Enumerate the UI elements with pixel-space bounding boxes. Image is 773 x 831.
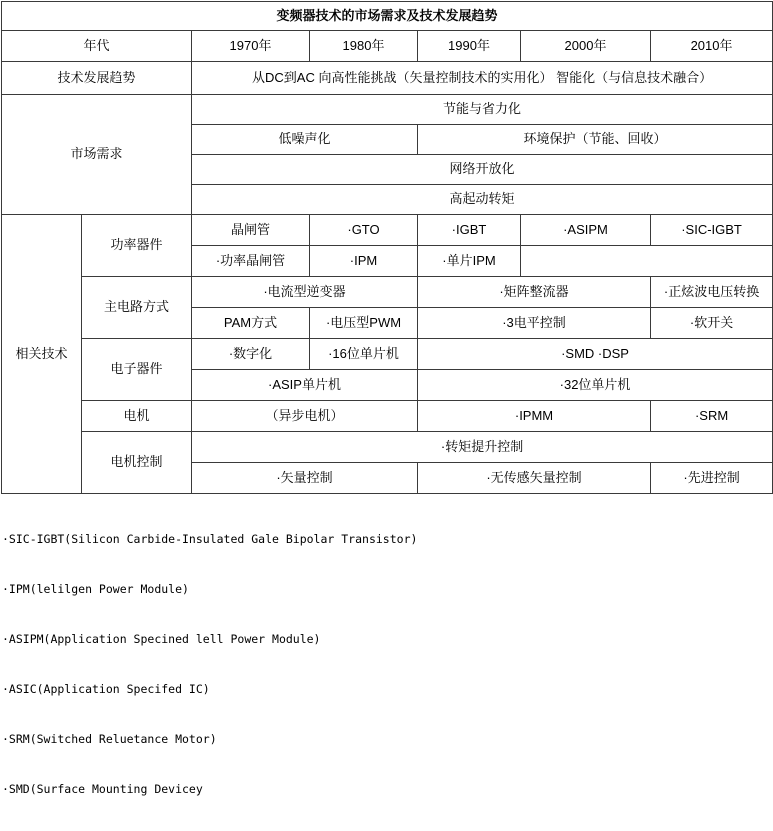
tech-item: ·功率晶闸管 xyxy=(192,246,310,277)
trend-row xyxy=(2,62,773,95)
footnote: ·SRM(Switched Reluetance Motor) xyxy=(2,732,217,747)
tech-item: ·32位单片机 xyxy=(418,370,773,401)
demand-cell: 节能与省力化 xyxy=(192,95,773,125)
header-row-label: 年代 xyxy=(2,31,192,62)
demand-cell: 网络开放化 xyxy=(192,155,773,185)
demand-cell: 高起动转矩 xyxy=(192,185,773,215)
tech-item: 晶闸管 xyxy=(192,215,310,246)
tech-group-label-motor: 电机 xyxy=(82,401,192,432)
tech-item: ·矩阵整流器 xyxy=(418,277,651,308)
tech-item: ·软开关 xyxy=(651,308,773,339)
trend-text: 从DC到AC 向高性能挑战（矢量控制技术的实用化） 智能化（与信息技术融合） xyxy=(192,62,773,95)
tech-item: ·16位单片机 xyxy=(310,339,418,370)
tech-group-label-power-device: 功率器件 xyxy=(82,215,192,277)
demand-row-1 xyxy=(2,95,773,125)
tech-item: （异步电机） xyxy=(192,401,418,432)
tech-item: ·IPMM xyxy=(418,401,651,432)
tech-item: ·GTO xyxy=(310,215,418,246)
tech-group-label-main-circuit: 主电路方式 xyxy=(82,277,192,339)
decade-1970: 1970年 xyxy=(192,31,310,62)
title-row xyxy=(2,2,773,31)
tech-item: PAM方式 xyxy=(192,308,310,339)
footnote: ·SMD(Surface Mounting Devicey xyxy=(2,782,203,797)
tech-item: ·单片IPM xyxy=(418,246,521,277)
tech-item: ·电压型PWM xyxy=(310,308,418,339)
tech-row xyxy=(2,215,773,246)
footnote: ·IPM(lelilgen Power Module) xyxy=(2,582,189,597)
header-row xyxy=(2,31,773,62)
footnote: ·ASIC(Application Specifed IC) xyxy=(2,682,210,697)
tech-item: ·IPM xyxy=(310,246,418,277)
trend-table xyxy=(1,1,773,494)
tech-row xyxy=(2,432,773,463)
tech-row xyxy=(2,277,773,308)
footnotes xyxy=(2,498,773,831)
decade-2000: 2000年 xyxy=(521,31,651,62)
tech-item: ·ASIPM xyxy=(521,215,651,246)
page-title: 变频器技术的市场需求及技术发展趋势 xyxy=(2,2,773,31)
tech-group-label-motor-control: 电机控制 xyxy=(82,432,192,494)
tech-item: ·ASIP单片机 xyxy=(192,370,418,401)
decade-2010: 2010年 xyxy=(651,31,773,62)
tech-item: ·正炫波电压转换 xyxy=(651,277,773,308)
footnote: ·ASIPM(Application Specined lell Power Module) xyxy=(2,632,321,647)
tech-row xyxy=(2,401,773,432)
tech-item: ·3电平控制 xyxy=(418,308,651,339)
tech-item: ·SIC-IGBT xyxy=(651,215,773,246)
tech-item: ·SRM xyxy=(651,401,773,432)
trend-label: 技术发展趋势 xyxy=(2,62,192,95)
footnote: ·SIC-IGBT(Silicon Carbide-Insulated Gale Bipolar Transistor) xyxy=(2,532,418,547)
tech-item: ·无传感矢量控制 xyxy=(418,463,651,494)
tech-item: ·IGBT xyxy=(418,215,521,246)
tech-item: ·先进控制 xyxy=(651,463,773,494)
demand-cell: 低噪声化 xyxy=(192,125,418,155)
tech-group-label-electronic-device: 电子器件 xyxy=(82,339,192,401)
document-page xyxy=(0,1,773,797)
tech-row xyxy=(2,339,773,370)
tech-item: ·矢量控制 xyxy=(192,463,418,494)
demand-cell: 环境保护（节能、回收） xyxy=(418,125,773,155)
tech-item: ·电流型逆变器 xyxy=(192,277,418,308)
tech-item: ·数字化 xyxy=(192,339,310,370)
decade-1980: 1980年 xyxy=(310,31,418,62)
demand-label: 市场需求 xyxy=(2,95,192,215)
tech-item: ·转矩提升控制 xyxy=(192,432,773,463)
tech-item xyxy=(521,246,773,277)
decade-1990: 1990年 xyxy=(418,31,521,62)
tech-item: ·SMD ·DSP xyxy=(418,339,773,370)
tech-label: 相关技术 xyxy=(2,215,82,494)
